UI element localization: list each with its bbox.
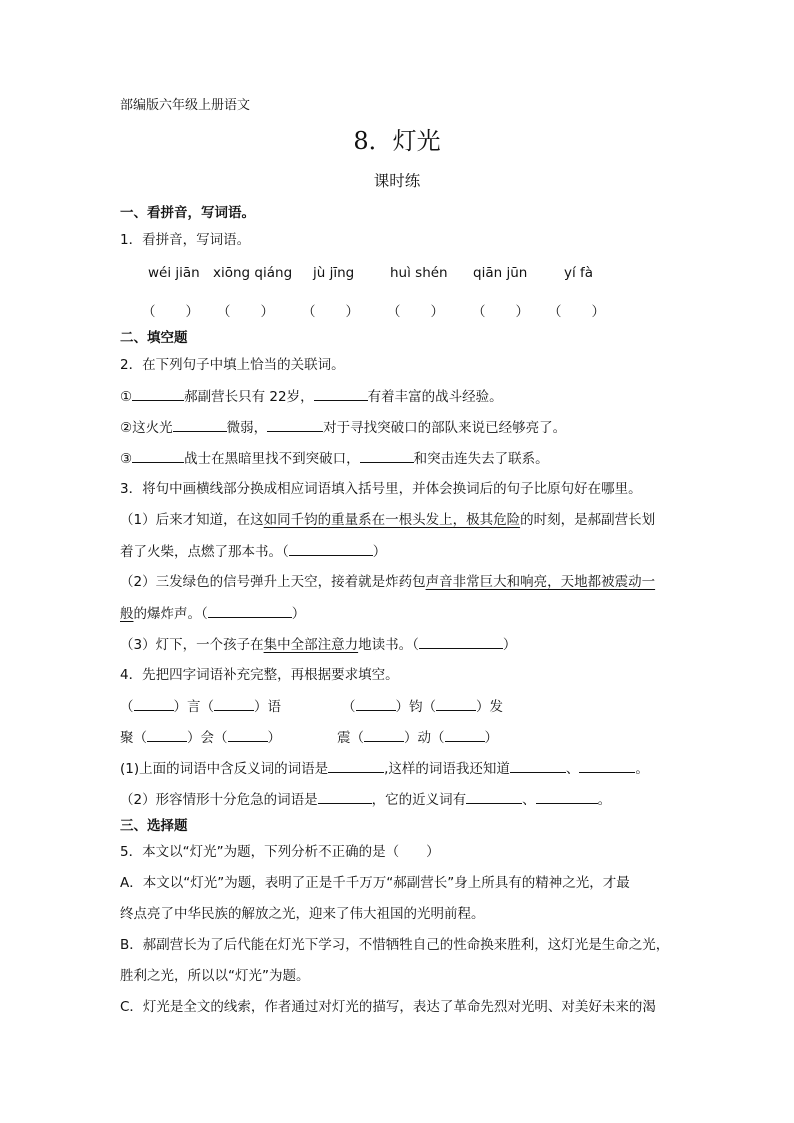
idiom-blank[interactable] bbox=[445, 728, 485, 742]
pinyin-item: yí fà bbox=[564, 265, 594, 281]
answer-blank[interactable] bbox=[208, 604, 292, 618]
pinyin-item: wéi jiān bbox=[148, 265, 200, 281]
answer-blank[interactable] bbox=[419, 635, 503, 649]
q5-option-a[interactable]: A．本文以“灯光”为题，表明了正是千千万万“郝副营长”身上所具有的精神之光，才最 bbox=[120, 875, 630, 891]
fill-blank[interactable] bbox=[579, 759, 635, 773]
fill-blank[interactable] bbox=[314, 387, 368, 401]
fill-blank[interactable] bbox=[328, 759, 384, 773]
q3-item-2: （2）三发绿色的信号弹升上天空，接着就是炸药包声音非常巨大和响亮，天地都被震动一 bbox=[120, 574, 656, 590]
answer-bracket[interactable]: （ ） bbox=[387, 304, 444, 320]
answer-bracket[interactable]: （ ） bbox=[472, 304, 529, 320]
q2-sentence-3: ③ 战士在黑暗里找不到突破口， 和突击连失去了联系。 bbox=[120, 451, 549, 467]
idiom-blank[interactable] bbox=[147, 728, 187, 742]
fill-blank[interactable] bbox=[318, 790, 372, 804]
idiom-blank[interactable] bbox=[134, 697, 174, 711]
idiom-blank[interactable] bbox=[356, 697, 396, 711]
q4-idiom-3: 聚（ ）会（ ） bbox=[120, 730, 281, 746]
q4-idiom-2: （ ）钧（ ）发 bbox=[342, 699, 503, 715]
idiom-blank[interactable] bbox=[228, 728, 268, 742]
q5-option-b[interactable]: B．郝副营长为了后代能在灯光下学习，不惜牺牲自己的性命换来胜利，这灯光是生命之光， bbox=[120, 937, 670, 953]
q3-item-2-cont: 般的爆炸声。（ ） bbox=[120, 606, 306, 622]
fill-blank[interactable] bbox=[510, 759, 566, 773]
idiom-blank[interactable] bbox=[436, 697, 476, 711]
q4-prompt: 4．先把四字词语补充完整，再根据要求填空。 bbox=[120, 667, 399, 683]
answer-bracket[interactable]: （ ） bbox=[217, 304, 274, 320]
fill-blank[interactable] bbox=[132, 387, 184, 401]
q1-prompt: 1．看拼音，写词语。 bbox=[120, 232, 251, 248]
answer-bracket[interactable]: （ ） bbox=[142, 304, 199, 320]
document-header: 部编版六年级上册语文 bbox=[120, 98, 251, 113]
idiom-blank[interactable] bbox=[364, 728, 404, 742]
answer-blank[interactable] bbox=[289, 542, 373, 556]
q4-idiom-4: 震（ ）动（ ） bbox=[337, 730, 498, 746]
section-heading-3: 三、选择题 bbox=[120, 818, 188, 834]
q3-item-3: （3）灯下，一个孩子在集中全部注意力地读书。（ ） bbox=[120, 637, 517, 653]
q2-prompt: 2．在下列句子中填上恰当的关联词。 bbox=[120, 357, 345, 373]
answer-bracket[interactable]: （ ） bbox=[548, 304, 605, 320]
q3-item-1: （1）后来才知道，在这如同千钧的重量系在一根头发上，极其危险的时刻，是郝副营长划 bbox=[120, 512, 656, 528]
q5-option-c[interactable]: C．灯光是全文的线索，作者通过对灯光的描写，表达了革命先烈对光明、对美好未来的渴 bbox=[120, 999, 656, 1015]
pinyin-item: xiōng qiáng bbox=[213, 265, 293, 281]
answer-bracket[interactable]: （ ） bbox=[302, 304, 359, 320]
pinyin-item: jù jīng bbox=[313, 265, 355, 281]
section-heading-2: 二、填空题 bbox=[120, 330, 188, 346]
idiom-blank[interactable] bbox=[214, 697, 254, 711]
q4-idiom-1: （ ）言（ ）语 bbox=[120, 699, 281, 715]
q3-prompt: 3．将句中画横线部分换成相应词语填入括号里，并体会换词后的句子比原句好在哪里。 bbox=[120, 481, 642, 497]
q2-sentence-2: ②这火光 微弱， 对于寻找突破口的部队来说已经够亮了。 bbox=[120, 420, 567, 436]
fill-blank[interactable] bbox=[132, 449, 184, 463]
fill-blank[interactable] bbox=[536, 790, 598, 804]
lesson-title: 8．灯光 bbox=[353, 127, 441, 155]
lesson-subtitle: 课时练 bbox=[373, 172, 421, 190]
q3-item-1-cont: 着了火柴，点燃了那本书。（ ） bbox=[120, 544, 387, 560]
fill-blank[interactable] bbox=[466, 790, 522, 804]
pinyin-item: huì shén bbox=[390, 265, 448, 281]
fill-blank[interactable] bbox=[267, 418, 323, 432]
section-heading-1: 一、看拼音，写词语。 bbox=[120, 205, 255, 221]
q2-sentence-1: ① 郝副营长只有 22岁， 有着丰富的战斗经验。 bbox=[120, 389, 503, 405]
fill-blank[interactable] bbox=[173, 418, 227, 432]
q4-sub-1: (1)上面的词语中含反义词的词语是 ,这样的词语我还知道 、 。 bbox=[120, 761, 649, 777]
q4-sub-2: （2）形容情形十分危急的词语是 ，它的近义词有 、 。 bbox=[120, 792, 612, 808]
q5-option-b-cont: 胜利之光，所以以“灯光”为题。 bbox=[120, 968, 310, 984]
q5-prompt: 5．本文以“灯光”为题，下列分析不正确的是（ ） bbox=[120, 844, 440, 860]
fill-blank[interactable] bbox=[360, 449, 414, 463]
q5-option-a-cont: 终点亮了中华民族的解放之光，迎来了伟大祖国的光明前程。 bbox=[120, 906, 485, 922]
pinyin-item: qiān jūn bbox=[473, 265, 528, 281]
